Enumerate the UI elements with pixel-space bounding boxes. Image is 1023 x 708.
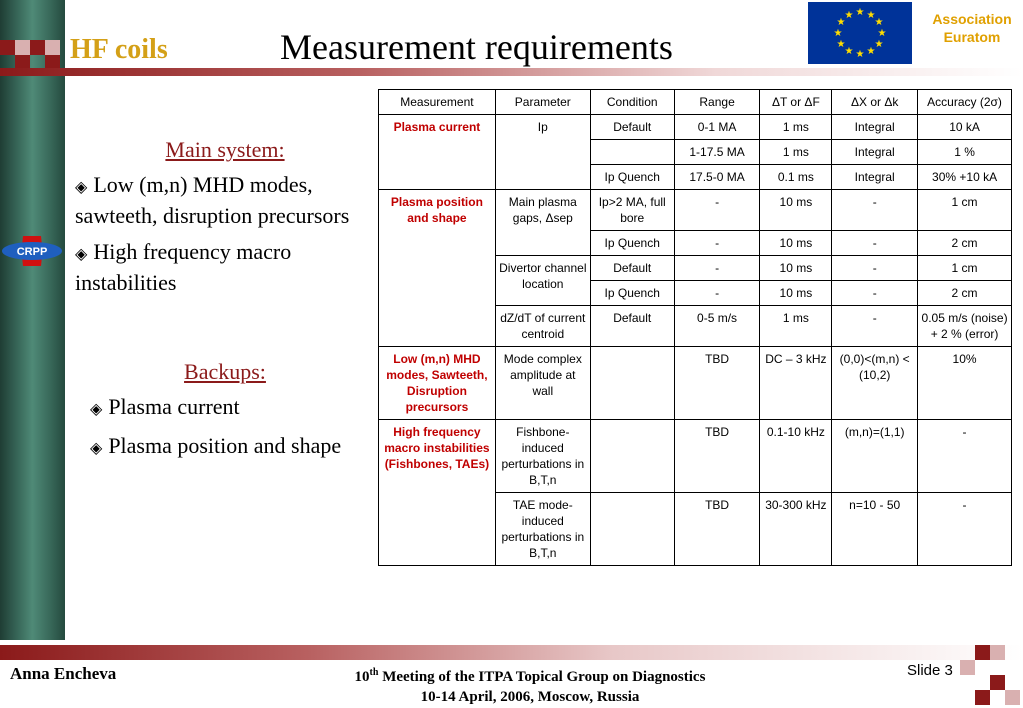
bullet-item: [75, 171, 375, 230]
backups-heading: Backups:: [184, 359, 266, 384]
table-cell: -: [832, 231, 918, 256]
meeting-title-text: Meeting of the ITPA Topical Group on Diagnostics: [382, 669, 706, 685]
column-header: Condition: [590, 90, 674, 115]
deco-square: [45, 40, 60, 55]
table-cell: TBD: [674, 420, 760, 493]
table-cell: Integral: [832, 115, 918, 140]
table-cell: 1 %: [918, 140, 1012, 165]
deco-square: [30, 40, 45, 55]
bullet-item: [75, 432, 375, 463]
table-cell: (m,n)=(1,1): [832, 420, 918, 493]
table-cell: 10 kA: [918, 115, 1012, 140]
table-row: [379, 420, 1012, 493]
table-cell: 30-300 kHz: [760, 493, 832, 566]
table-row: [379, 347, 1012, 420]
table-cell: Default: [590, 256, 674, 281]
bullet-item: [75, 393, 375, 424]
parameter-cell: Mode complex amplitude at wall: [495, 347, 590, 420]
table-cell: (0,0)<(m,n) < (10,2): [832, 347, 918, 420]
column-header: ΔT or ΔF: [760, 90, 832, 115]
deco-square: [990, 675, 1005, 690]
table-cell: -: [918, 420, 1012, 493]
table-cell: 1 ms: [760, 115, 832, 140]
svg-text:★: ★: [844, 10, 854, 21]
table-row: [379, 190, 1012, 231]
parameter-cell: Fishbone-induced perturbations in B,T,n: [495, 420, 590, 493]
table-cell: 10 ms: [760, 231, 832, 256]
meeting-ordinal: th: [369, 667, 379, 678]
left-green-band: [0, 0, 65, 640]
table-row: [379, 115, 1012, 140]
section-label: HF coils: [70, 34, 168, 65]
table-cell: Ip>2 MA, full bore: [590, 190, 674, 231]
main-system-heading: Main system:: [165, 137, 285, 162]
slide-number: Slide 3: [907, 662, 953, 679]
table-cell: -: [832, 256, 918, 281]
table-cell: -: [918, 493, 1012, 566]
table-cell: -: [832, 281, 918, 306]
meeting-number: 10: [354, 669, 370, 685]
column-header: Measurement: [379, 90, 496, 115]
deco-square: [1005, 690, 1020, 705]
crpp-logo: [1, 236, 63, 266]
column-header: Parameter: [495, 90, 590, 115]
bullet-item: [75, 238, 375, 297]
table-cell: Ip Quench: [590, 281, 674, 306]
table-cell: -: [674, 190, 760, 231]
table-cell: [590, 493, 674, 566]
table-cell: 1-17.5 MA: [674, 140, 760, 165]
table-cell: 0-1 MA: [674, 115, 760, 140]
table-cell: Default: [590, 306, 674, 347]
table-cell: 0-5 m/s: [674, 306, 760, 347]
page-title: Measurement requirements: [280, 27, 673, 67]
association-line-1: Association: [932, 11, 1012, 27]
table-cell: -: [674, 281, 760, 306]
table-cell: 17.5-0 MA: [674, 165, 760, 190]
bullet-text: Low (m,n) MHD modes, sawteeth, disruption precursors: [75, 172, 350, 228]
table-cell: Integral: [832, 140, 918, 165]
table-cell: TBD: [674, 493, 760, 566]
parameter-cell: Main plasma gaps, Δsep: [495, 190, 590, 256]
bullet-text: High frequency macro instabilities: [75, 239, 292, 295]
table-cell: 2 cm: [918, 281, 1012, 306]
deco-square: [0, 40, 15, 55]
table-cell: 0.1 ms: [760, 165, 832, 190]
parameter-cell: TAE mode-induced perturbations in B,T,n: [495, 493, 590, 566]
left-column: [75, 137, 375, 463]
crpp-logo-text: CRPP: [16, 246, 48, 258]
table-cell: 1 cm: [918, 190, 1012, 231]
association-line-2: Euratom: [943, 29, 1001, 45]
svg-text:★: ★: [855, 7, 865, 18]
svg-text:★: ★: [844, 46, 854, 57]
deco-square: [975, 690, 990, 705]
deco-square: [960, 660, 975, 675]
parameter-cell: dZ/dT of current centroid: [495, 306, 590, 347]
measurement-cell: Plasma current: [379, 115, 496, 190]
diamond-bullet-icon: ◈: [75, 179, 88, 196]
table-cell: 10 ms: [760, 190, 832, 231]
table-cell: TBD: [674, 347, 760, 420]
column-header: ΔX or Δk: [832, 90, 918, 115]
svg-text:★: ★: [874, 39, 884, 50]
svg-text:★: ★: [866, 10, 876, 21]
bullet-text: Plasma current: [108, 394, 240, 419]
table-cell: Ip Quench: [590, 231, 674, 256]
table-cell: -: [832, 306, 918, 347]
measurement-cell: Plasma position and shape: [379, 190, 496, 347]
table-cell: Default: [590, 115, 674, 140]
table-header-row: [379, 90, 1012, 115]
svg-text:★: ★: [836, 17, 846, 28]
table-cell: 0.05 m/s (noise) + 2 % (error): [918, 306, 1012, 347]
svg-text:★: ★: [836, 39, 846, 50]
table-cell: [590, 347, 674, 420]
svg-text:★: ★: [874, 17, 884, 28]
measurement-cell: Low (m,n) MHD modes, Sawteeth, Disruption precursors: [379, 347, 496, 420]
deco-square: [15, 40, 30, 55]
measurement-cell: High frequency macro instabilities (Fishbones, TAEs): [379, 420, 496, 566]
parameter-cell: Ip: [495, 115, 590, 190]
table-cell: 2 cm: [918, 231, 1012, 256]
requirements-table: [378, 89, 1012, 566]
diamond-bullet-icon: ◈: [90, 401, 103, 418]
parameter-cell: Divertor channel location: [495, 256, 590, 306]
bullet-text: Plasma position and shape: [108, 433, 342, 458]
column-header: Range: [674, 90, 760, 115]
table-cell: 10 ms: [760, 281, 832, 306]
table-cell: [590, 420, 674, 493]
svg-text:★: ★: [866, 46, 876, 57]
table-cell: 0.1-10 kHz: [760, 420, 832, 493]
column-header: Accuracy (2σ): [918, 90, 1012, 115]
deco-square: [975, 645, 990, 660]
header-divider: [0, 68, 1023, 76]
eu-flag-icon: [808, 2, 912, 64]
table-cell: Integral: [832, 165, 918, 190]
table-cell: Ip Quench: [590, 165, 674, 190]
table-cell: [590, 140, 674, 165]
meeting-dates: 10-14 April, 2006, Moscow, Russia: [420, 689, 640, 705]
table-cell: -: [674, 231, 760, 256]
table-cell: 10 ms: [760, 256, 832, 281]
diamond-bullet-icon: ◈: [90, 440, 103, 457]
table-cell: -: [832, 190, 918, 231]
table-cell: n=10 - 50: [832, 493, 918, 566]
table-cell: 1 ms: [760, 306, 832, 347]
footer-divider: [0, 645, 1023, 660]
diamond-bullet-icon: ◈: [75, 246, 88, 263]
author-name: Anna Encheva: [10, 664, 117, 683]
association-label: [920, 10, 1023, 46]
deco-square: [990, 645, 1005, 660]
meeting-title: [270, 663, 790, 687]
svg-text:★: ★: [877, 28, 887, 39]
table-cell: DC – 3 kHz: [760, 347, 832, 420]
table-cell: 1 ms: [760, 140, 832, 165]
svg-text:★: ★: [833, 28, 843, 39]
svg-text:★: ★: [855, 49, 865, 60]
table-cell: 10%: [918, 347, 1012, 420]
table-cell: 1 cm: [918, 256, 1012, 281]
table-cell: 30% +10 kA: [918, 165, 1012, 190]
table-cell: -: [674, 256, 760, 281]
meeting-info: [270, 663, 790, 707]
